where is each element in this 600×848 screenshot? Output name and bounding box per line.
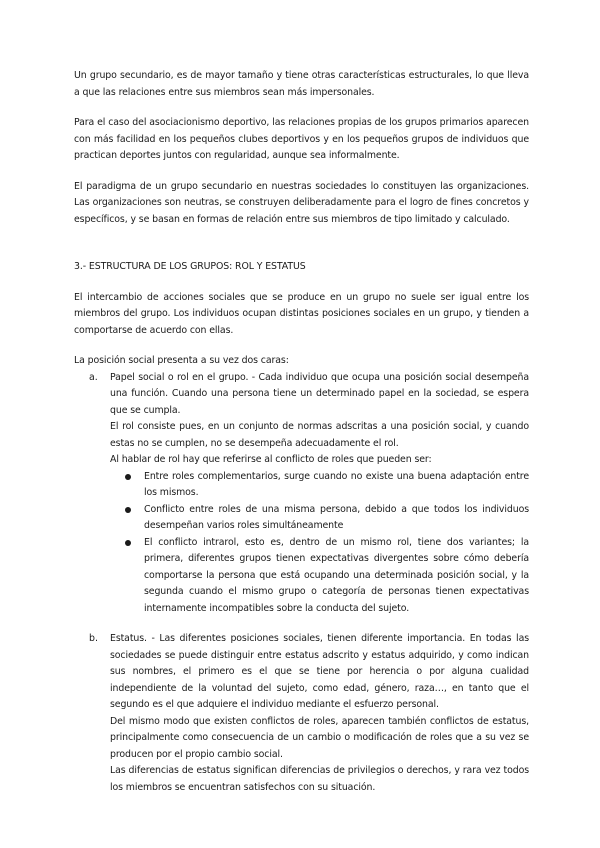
bullet-dot-icon bbox=[125, 474, 131, 480]
paragraph-asociacionismo: Para el caso del asociacionismo deportivo, las relaciones propias de los grupos primarios aparecen con más facilidad en los pequeños clubes deportivos y en los pequeños grupos de individuos que practican deportes juntos con regularidad, aunque sea informalmente. bbox=[74, 117, 529, 161]
paragraph-organizaciones: El paradigma de un grupo secundario en nuestras sociedades lo constituyen las organizaciones. Las organizaciones son neutras, se construyen deliberadamente para el logro de fines concretos y específicos, y se basan en formas de relación entre sus miembros de tipo limitado y calculado. bbox=[74, 180, 529, 225]
paragraph-intercambio: El intercambio de acciones sociales que se produce en un grupo no suele ser igual entre los miembros del grupo. Los individuos ocupan distintas posiciones sociales en un grupo, y tienden a comportarse de acuerdo con ellas. bbox=[74, 291, 529, 336]
list-marker-b: b. bbox=[89, 633, 98, 644]
estatus-diferencias: Las diferencias de estatus significan diferencias de privilegios o derechos, y rara vez todos los miembros se encuentran satisfechos con su situación. bbox=[110, 765, 529, 793]
list-marker-a: a. bbox=[89, 371, 98, 383]
bullet-text: Entre roles complementarios, surge cuando no existe una buena adaptación entre los mismos. bbox=[144, 470, 529, 498]
bullet-dot-icon bbox=[125, 507, 131, 513]
bullet-item bbox=[144, 502, 529, 535]
paragraph-dos-caras: La posición social presenta a su vez dos caras: bbox=[74, 355, 289, 366]
rol-normas: El rol consiste pues, en un conjunto de normas adscritas a una posición social, y cuando estas no se cumplen, no se desempeña adecuadamente el rol. bbox=[110, 421, 529, 449]
list-item-b bbox=[74, 631, 529, 796]
conflict-bullet-list bbox=[110, 469, 529, 618]
estatus-definition: Estatus. - Las diferentes posiciones sociales, tienen diferente importancia. En todas las sociedades se puede distinguir entre estatus adscrito y estatus adquirido, y como indican sus nombres, el primero es el que se tiene por herencia o por alguna cualidad independiente de la voluntad del sujeto, como edad, género, raza…, en tanto que el segundo es el que adquiere el individuo mediante el esfuerzo personal. bbox=[110, 633, 529, 710]
bullet-text: El conflicto intrarol, esto es, dentro de un mismo rol, tiene dos variantes; la primera, diferentes grupos tienen expectativas divergentes sobre cómo debería comportarse la persona que está ocupando una determinada posición social, y la segunda cuando el mismo grupo o categoría de personas tienen expectativas internamente incompatibles sobre la conducta del sujeto. bbox=[144, 536, 529, 614]
bullet-item bbox=[144, 535, 529, 618]
bullet-dot-icon bbox=[125, 540, 131, 546]
document-page bbox=[74, 68, 529, 796]
list-item-a bbox=[74, 370, 529, 618]
estatus-conflictos: Del mismo modo que existen conflictos de roles, aparecen también conflictos de estatus, principalmente como consecuencia de un cambio o modificación de roles que a su vez se producen por el propio cambio social. bbox=[110, 715, 529, 760]
bullet-item bbox=[144, 469, 529, 502]
rol-conflicto-intro: Al hablar de rol hay que referirse al conflicto de roles que pueden ser: bbox=[110, 454, 432, 465]
rol-definition: Papel social o rol en el grupo. - Cada individuo que ocupa una posición social desempeña una función. Cuando una persona tiene un determinado papel en la sociedad, se espera que se cumpla. bbox=[110, 371, 529, 416]
paragraph-grupo-secundario: Un grupo secundario, es de mayor tamaño y tiene otras características estructurales, lo que lleva a que las relaciones entre sus miembros sean más impersonales. bbox=[74, 70, 529, 98]
section-heading: 3.- ESTRUCTURA DE LOS GRUPOS: ROL Y ESTATUS bbox=[74, 261, 306, 272]
bullet-text: Conflicto entre roles de una misma persona, debido a que todos los individuos desempeñan varios roles simultáneamente bbox=[144, 503, 529, 531]
